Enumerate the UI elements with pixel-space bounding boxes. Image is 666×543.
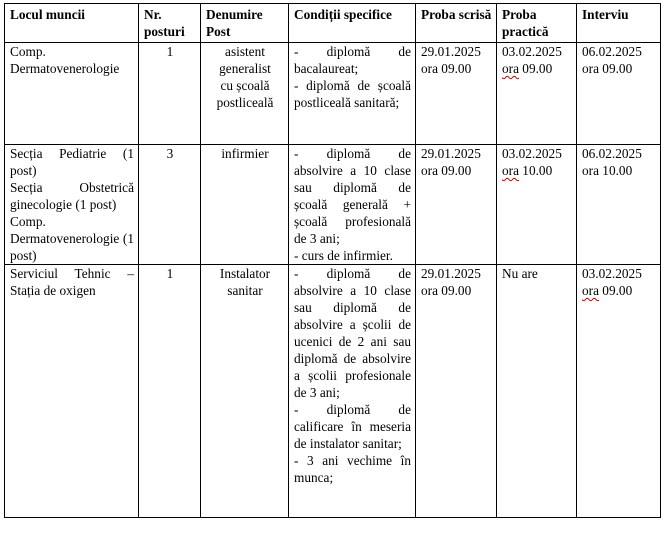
header-nr: Nr. posturi [139, 4, 201, 43]
header-loc: Locul muncii [5, 4, 139, 43]
cell-interviu [577, 265, 661, 518]
practica-time: 09.00 [518, 61, 553, 76]
cell-scrisa [416, 265, 497, 518]
interviu-ora-word: ora [582, 163, 599, 178]
practica-date: 03.02.2025 [502, 44, 562, 59]
loc-line: Serviciul Tehnic – Stația de oxigen [10, 266, 134, 298]
table-row [5, 265, 661, 518]
conditie-item: - diplomă de școală postliceală sanitară; [294, 78, 411, 110]
loc-line: Comp. Dermatovenerologie (1 post) [10, 214, 134, 263]
cell-nr: 1 [139, 43, 201, 145]
post-line: postliceală [216, 95, 274, 110]
loc-line: Secția Pediatrie (1 post) [10, 146, 134, 178]
cell-nr: 1 [139, 265, 201, 518]
spellcheck-word: ora [582, 283, 599, 298]
loc-line: Secția Obstetrică ginecologie (1 post) [10, 180, 134, 212]
spellcheck-word: ora [502, 61, 519, 76]
scrisa-ora: ora 09.00 [421, 283, 472, 298]
interviu-time: 09.00 [598, 61, 633, 76]
conditie-item: - diplomă de absolvire a 10 clase sau diplomă de școală generală + școală profesională de 3 ani; [294, 146, 411, 246]
scrisa-date: 29.01.2025 [421, 146, 481, 161]
interviu-ora [582, 282, 656, 299]
post-line: Instalator [219, 266, 271, 281]
practica-time: 10.00 [518, 163, 553, 178]
interviu-time: 09.00 [598, 283, 633, 298]
post-line: sanitar [227, 283, 263, 298]
cell-scrisa [416, 145, 497, 265]
cell-interviu [577, 43, 661, 145]
spellcheck-word: ora [502, 163, 519, 178]
interviu-ora [582, 60, 656, 77]
interviu-ora [582, 162, 656, 179]
header-conditii: Condiții specifice [289, 4, 416, 43]
cell-post [201, 43, 289, 145]
interviu-date: 06.02.2025 [582, 44, 642, 59]
scrisa-ora: ora 09.00 [421, 163, 472, 178]
post-line: infirmier [221, 146, 269, 161]
practica-date: Nu are [502, 266, 538, 281]
cell-post [201, 145, 289, 265]
interviu-date: 06.02.2025 [582, 146, 642, 161]
cell-practica [497, 265, 577, 518]
cell-post [201, 265, 289, 518]
interviu-time: 10.00 [598, 163, 633, 178]
header-practica: Proba practică [497, 4, 577, 43]
conditie-item: - 3 ani vechime în munca; [294, 453, 411, 485]
interviu-date: 03.02.2025 [582, 266, 642, 281]
table-row [5, 43, 661, 145]
scrisa-date: 29.01.2025 [421, 44, 481, 59]
cell-practica [497, 43, 577, 145]
practica-ora [502, 162, 572, 179]
header-scrisa: Proba scrisă [416, 4, 497, 43]
scrisa-date: 29.01.2025 [421, 266, 481, 281]
cell-conditii [289, 145, 416, 265]
conditie-item: - diplomă de absolvire a 10 clase sau diplomă de absolvire a școlii de ucenici de 2 ani sau diplomă de absolvire a școlii profesionale de 3 ani; [294, 266, 411, 400]
conditie-item: - diplomă de calificare în meseria de instalator sanitar; [294, 402, 411, 451]
cell-conditii [289, 265, 416, 518]
scrisa-ora: ora 09.00 [421, 61, 472, 76]
practica-date: 03.02.2025 [502, 146, 562, 161]
cell-loc [5, 43, 139, 145]
cell-nr: 3 [139, 145, 201, 265]
post-line: asistent generalist [219, 44, 271, 76]
interviu-ora-word: ora [582, 61, 599, 76]
practica-ora [502, 60, 572, 77]
cell-loc [5, 265, 139, 518]
conditie-item: - diplomă de bacalaureat; [294, 44, 411, 76]
header-interviu: Interviu [577, 4, 661, 43]
cell-loc [5, 145, 139, 265]
cell-interviu [577, 145, 661, 265]
cell-practica [497, 145, 577, 265]
header-post: Denumire Post [201, 4, 289, 43]
header-row [5, 4, 661, 43]
cell-scrisa [416, 43, 497, 145]
conditie-item: - curs de infirmier. [294, 248, 393, 263]
post-line: cu școală [220, 78, 270, 93]
posts-table [4, 3, 661, 518]
table-row [5, 145, 661, 265]
cell-conditii [289, 43, 416, 145]
loc-line: Comp. Dermatovenerologie [10, 44, 120, 76]
